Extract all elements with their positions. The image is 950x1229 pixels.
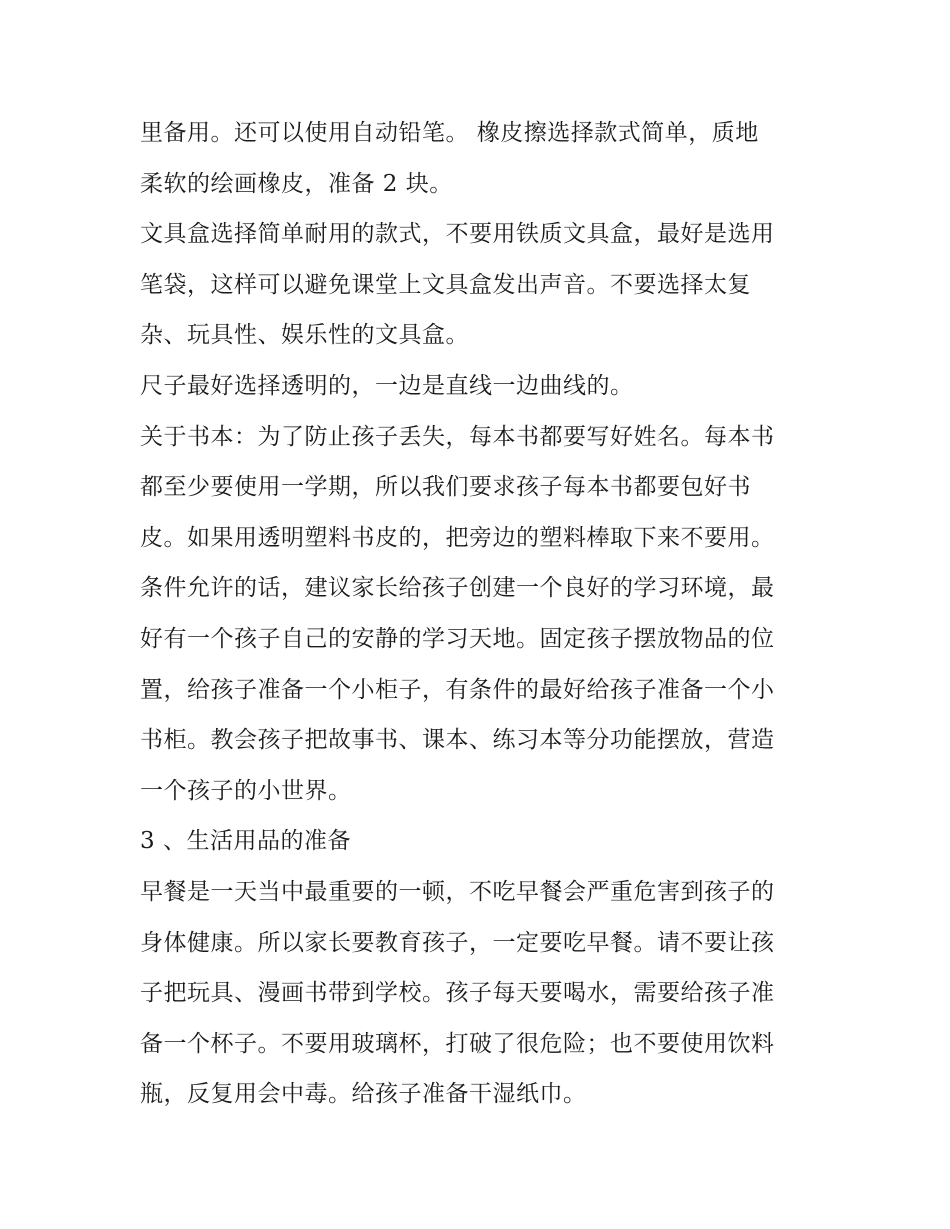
- text-line-10: 条件允许的话，建议家长给孩子创建一个良好的学习环境，最: [140, 575, 775, 602]
- text-line-13: 书柜。教会孩子把故事书、课本、练习本等分功能摆放，营造: [140, 727, 775, 754]
- text-line-16: 早餐是一天当中最重要的一顿，不吃早餐会严重危害到孩子的: [140, 878, 775, 905]
- text-line-5: 杂、玩具性、娱乐性的文具盒。: [140, 322, 469, 349]
- text-line-17: 身体健康。所以家长要教育孩子，一定要吃早餐。请不要让孩: [140, 929, 775, 956]
- text-line-2: 柔软的绘画橡皮，准备 2 块。: [140, 170, 453, 197]
- text-line-9: 皮。如果用透明塑料书皮的，把旁边的塑料棒取下来不要用。: [140, 524, 775, 551]
- text-line-6: 尺子最好选择透明的，一边是直线一边曲线的。: [140, 372, 634, 399]
- text-line-11: 好有一个孩子自己的安静的学习天地。固定孩子摆放物品的位: [140, 625, 775, 652]
- text-line-14: 一个孩子的小世界。: [140, 777, 352, 804]
- text-line-19: 备一个杯子。不要用玻璃杯，打破了很危险；也不要使用饮料: [140, 1030, 775, 1057]
- section-heading: 3 、生活用品的准备: [140, 828, 351, 855]
- text-line-7: 关于书本：为了防止孩子丢失，每本书都要写好姓名。每本书: [140, 423, 775, 450]
- text-line-4: 笔袋，这样可以避免课堂上文具盒发出声音。不要选择太复: [140, 271, 751, 298]
- document-page: [140, 108, 820, 1120]
- text-line-12: 置，给孩子准备一个小柜子，有条件的最好给孩子准备一个小: [140, 676, 775, 703]
- text-line-1: 里备用。还可以使用自动铅笔。 橡皮擦选择款式简单，质地: [140, 120, 759, 146]
- text-line-18: 子把玩具、漫画书带到学校。孩子每天要喝水，需要给孩子准: [140, 980, 775, 1007]
- text-line-8: 都至少要使用一学期，所以我们要求孩子每本书都要包好书: [140, 474, 751, 501]
- text-line-20: 瓶，反复用会中毒。给孩子准备干湿纸巾。: [140, 1081, 587, 1108]
- text-line-3: 文具盒选择简单耐用的款式，不要用铁质文具盒，最好是选用: [140, 221, 775, 248]
